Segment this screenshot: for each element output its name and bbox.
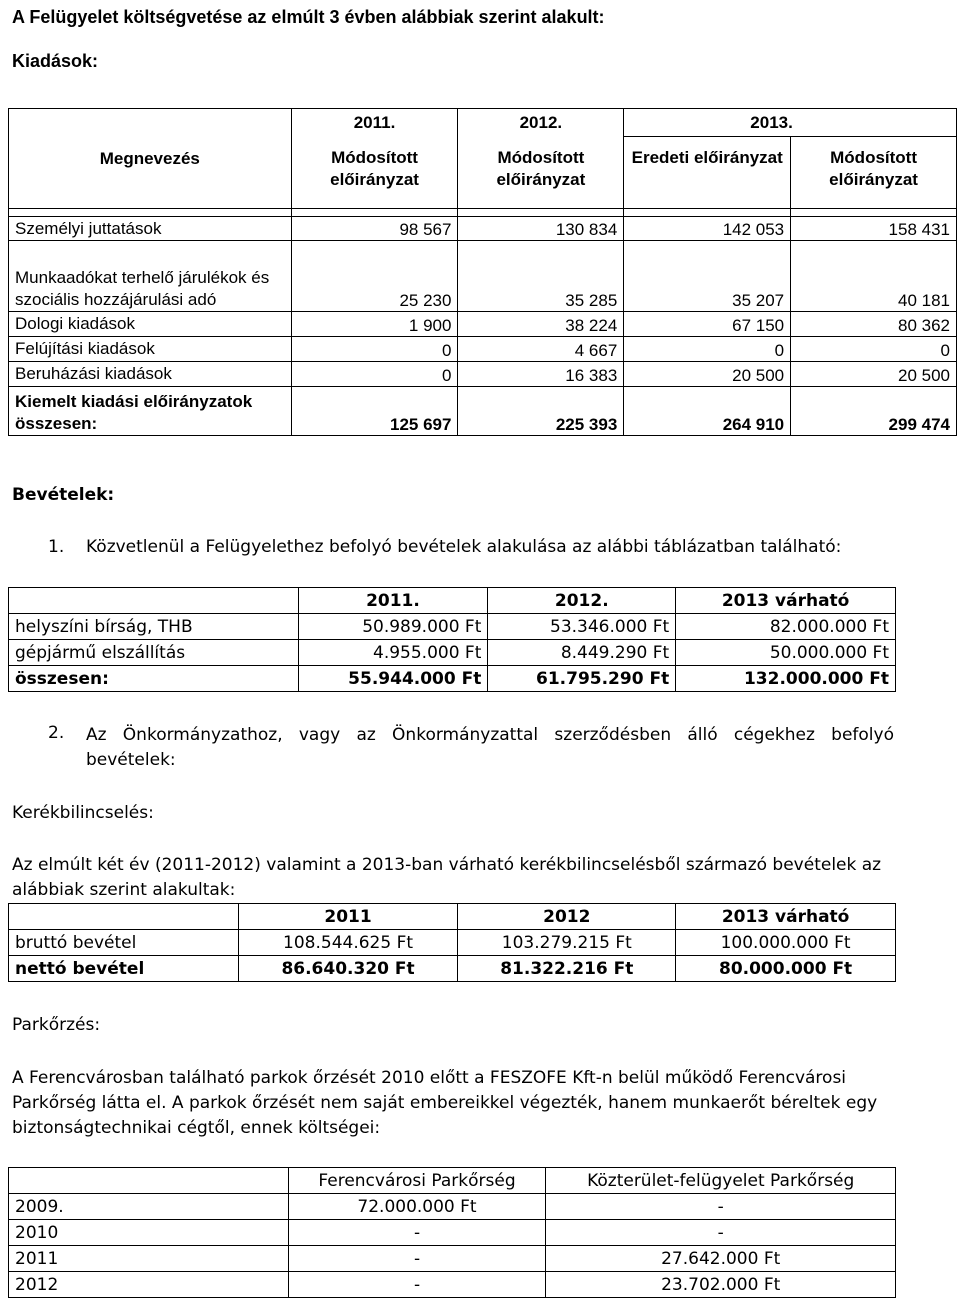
col-header-name: Megnevezés (9, 109, 292, 209)
table-row (9, 362, 957, 387)
row-name: helyszíni bírság, THB (9, 614, 299, 640)
col-header: Módosított előirányzat (291, 137, 458, 209)
income-table (8, 587, 896, 692)
clamp-table (8, 903, 896, 982)
col-header: 2012 (458, 904, 676, 930)
row-name: 2012 (9, 1272, 289, 1298)
row-name: összesen: (9, 666, 299, 692)
cell: 67 150 (624, 312, 791, 337)
row-name: 2009. (9, 1194, 289, 1220)
cell: 50.989.000 Ft (298, 614, 488, 640)
table-row (9, 337, 957, 362)
col-header: Ferencvárosi Parkőrség (288, 1168, 546, 1194)
cell: - (288, 1220, 546, 1246)
cell: - (546, 1194, 896, 1220)
cell: 132.000.000 Ft (676, 666, 896, 692)
cell: 1 900 (291, 312, 458, 337)
col-header: 2013 várható (676, 904, 896, 930)
cell: 25 230 (291, 241, 458, 312)
cell: 40 181 (791, 241, 957, 312)
cell: 0 (791, 337, 957, 362)
park-table (8, 1167, 896, 1298)
item1-text: Közvetlenül a Felügyelethez befolyó bevételek alakulása az alábbi táblázatban található: (86, 537, 842, 557)
table-row (9, 640, 896, 666)
park-label: Parkőrzés: (12, 1015, 101, 1035)
list-number: 1. (48, 537, 65, 557)
cell: 38 224 (458, 312, 624, 337)
list-number: 2. (48, 723, 65, 743)
cell: 27.642.000 Ft (546, 1246, 896, 1272)
cell: - (546, 1220, 896, 1246)
row-name: Kiemelt kiadási előirányzatok összesen: (9, 387, 292, 436)
row-name: nettó bevétel (9, 956, 239, 982)
row-name: Személyi juttatások (9, 217, 292, 241)
year-header: 2012. (458, 109, 624, 137)
cell: 82.000.000 Ft (676, 614, 896, 640)
row-name: Felújítási kiadások (9, 337, 292, 362)
cell: - (288, 1246, 546, 1272)
row-name: Munkaadókat terhelő járulékok és szociális hozzájárulási adó (9, 241, 292, 312)
table-row (9, 956, 896, 982)
cell: 8.449.290 Ft (488, 640, 676, 666)
cell: 86.640.320 Ft (238, 956, 458, 982)
expenses-table (8, 108, 957, 436)
table-row (9, 614, 896, 640)
row-name: 2011 (9, 1246, 289, 1272)
table-row (9, 241, 957, 312)
cell: 81.322.216 Ft (458, 956, 676, 982)
row-name: Dologi kiadások (9, 312, 292, 337)
table-row (9, 1272, 896, 1298)
clamp-label: Kerékbilincselés: (12, 803, 154, 823)
cell: 72.000.000 Ft (288, 1194, 546, 1220)
cell: 103.279.215 Ft (458, 930, 676, 956)
year-header: 2013. (624, 109, 957, 137)
cell: 158 431 (791, 217, 957, 241)
cell: 4 667 (458, 337, 624, 362)
table-row (9, 1194, 896, 1220)
col-header: Módosított előirányzat (458, 137, 624, 209)
page-heading: A Felügyelet költségvetése az elmúlt 3 évben alábbiak szerint alakult: (12, 7, 605, 27)
cell: 80 362 (791, 312, 957, 337)
cell: 98 567 (291, 217, 458, 241)
cell: 0 (291, 362, 458, 387)
cell: 53.346.000 Ft (488, 614, 676, 640)
cell: 20 500 (624, 362, 791, 387)
cell: 20 500 (791, 362, 957, 387)
expenses-label: Kiadások: (12, 51, 99, 71)
col-header: Közterület-felügyelet Parkőrség (546, 1168, 896, 1194)
table-row-total (9, 387, 957, 436)
table-row (9, 1220, 896, 1246)
clamp-paragraph: Az elmúlt két év (2011-2012) valamint a 2013-ban várható kerékbilincselésből származó bevételek az alábbiak szerint alakultak: (12, 855, 882, 900)
cell: 16 383 (458, 362, 624, 387)
park-paragraph: A Ferencvárosban található parkok őrzését 2010 előtt a FESZOFE Kft-n belül működő Ferencvárosi Parkőrség látta el. A parkok őrzését nem saját embereikkel végezték, hanem munkaerőt béreltek egy biztonságtechnikai cégtől, ennek költségei: (12, 1068, 878, 1138)
cell: 100.000.000 Ft (676, 930, 896, 956)
row-name: 2010 (9, 1220, 289, 1246)
income-label: Bevételek: (12, 485, 115, 505)
cell: 50.000.000 Ft (676, 640, 896, 666)
col-header: 2011 (238, 904, 458, 930)
table-row (9, 930, 896, 956)
col-header: 2013 várható (676, 588, 896, 614)
cell: 125 697 (291, 387, 458, 436)
cell: 0 (291, 337, 458, 362)
cell: 23.702.000 Ft (546, 1272, 896, 1298)
table-row-total (9, 666, 896, 692)
cell: 80.000.000 Ft (676, 956, 896, 982)
cell: 4.955.000 Ft (298, 640, 488, 666)
table-row (9, 1246, 896, 1272)
col-header: 2011. (298, 588, 488, 614)
cell: 142 053 (624, 217, 791, 241)
col-header: Módosított előirányzat (791, 137, 957, 209)
row-name: Beruházási kiadások (9, 362, 292, 387)
cell: 0 (624, 337, 791, 362)
cell: 55.944.000 Ft (298, 666, 488, 692)
year-header: 2011. (291, 109, 458, 137)
col-header: Eredeti előirányzat (624, 137, 791, 209)
cell: 35 207 (624, 241, 791, 312)
item2-text: Az Önkormányzathoz, vagy az Önkormányzattal szerződésben álló cégekhez befolyó bevételek: (86, 725, 894, 770)
cell: 61.795.290 Ft (488, 666, 676, 692)
cell: 130 834 (458, 217, 624, 241)
table-row (9, 217, 957, 241)
cell: 264 910 (624, 387, 791, 436)
cell: 35 285 (458, 241, 624, 312)
table-row (9, 312, 957, 337)
row-name: gépjármű elszállítás (9, 640, 299, 666)
cell: 108.544.625 Ft (238, 930, 458, 956)
cell: 225 393 (458, 387, 624, 436)
cell: 299 474 (791, 387, 957, 436)
row-name: bruttó bevétel (9, 930, 239, 956)
col-header: 2012. (488, 588, 676, 614)
cell: - (288, 1272, 546, 1298)
